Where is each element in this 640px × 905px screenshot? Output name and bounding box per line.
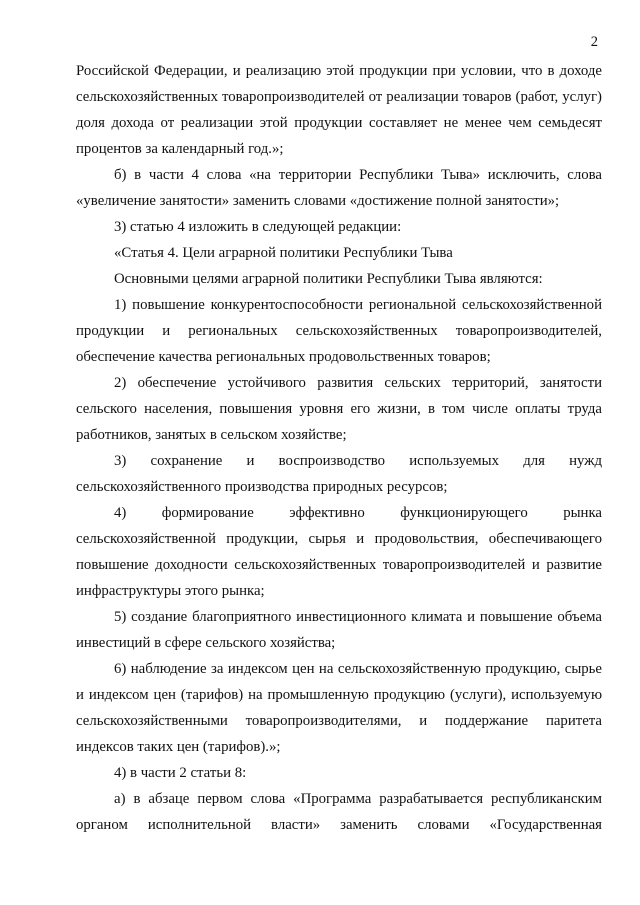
goal-item-2: 2) обеспечение устойчивого развития сельских территорий, занятости сельского населения, повышения уровня его жизни, в том числе оплаты труда работников, занятых в сельском хозяйстве;	[76, 375, 602, 443]
article-4-heading: «Статья 4. Цели аграрной политики Республики Тыва	[114, 245, 453, 261]
goal-item-3: 3) сохранение и воспроизводство используемых для нужд сельскохозяйственного производства природных ресурсов;	[76, 453, 602, 495]
goal-item-5: 5) создание благоприятного инвестиционного климата и повышение объема инвестиций в сфере сельского хозяйства;	[76, 609, 602, 651]
paragraph-article-4-intro: 3) статью 4 изложить в следующей редакции:	[114, 219, 402, 235]
goal-item-6: 6) наблюдение за индексом цен на сельскохозяйственную продукцию, сырье и индексом цен (тарифов) на промышленную продукцию (услуги), используемую сельскохозяйственными товаропроизводителями, и поддержание паритета индексов таких цен (тарифов).»;	[76, 661, 602, 755]
paragraph-article-8-intro: 4) в части 2 статьи 8:	[114, 765, 247, 781]
goal-item-1: 1) повышение конкурентоспособности региональной сельскохозяйственной продукции и региональных сельскохозяйственных товаропроизводителей, обеспечение качества региональных продовольственных товаров;	[76, 297, 602, 365]
paragraph-continuation: Российской Федерации, и реализацию этой продукции при условии, что в доходе сельскохозяйственных товаропроизводителей от реализации товаров (работ, услуг) доля дохода от реализации этой продукции составляет не менее чем семьдесят процентов за календарный год.»;	[76, 63, 602, 157]
document-body	[76, 58, 602, 838]
paragraph-article-8-item-a: а) в абзаце первом слова «Программа разрабатывается республиканским органом исполнительной власти» заменить словами «Государственная	[76, 791, 602, 833]
paragraph-part-4-amendment: б) в части 4 слова «на территории Республики Тыва» исключить, слова «увеличение занятости» заменить словами «достижение полной занятости»;	[76, 167, 602, 209]
goal-item-4: 4) формирование эффективно функционирующего рынка сельскохозяйственной продукции, сырья и продовольствия, обеспечивающего повышение доходности сельскохозяйственных товаропроизводителей и развитие инфраструктуры этого рынка;	[76, 505, 602, 599]
paragraph-goals-intro: Основными целями аграрной политики Республики Тыва являются:	[114, 271, 543, 287]
page-number: 2	[590, 34, 598, 50]
